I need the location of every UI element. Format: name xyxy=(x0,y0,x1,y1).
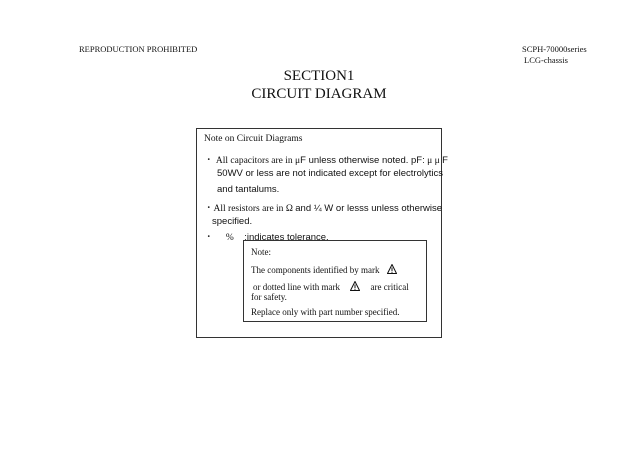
micro-symbol: μ xyxy=(295,156,301,166)
safety-note-line2 xyxy=(253,281,409,292)
header-model: SCPH-70000series xyxy=(522,44,587,54)
bullet: ・ xyxy=(204,233,214,243)
safety-note-line2-critical: are critical xyxy=(370,282,409,292)
note-capacitors-line2: 50WV or less are not indicated except for electrolytics xyxy=(217,168,443,179)
res-prefix: All resistors are in xyxy=(213,204,284,214)
note-capacitors xyxy=(204,152,448,166)
bullet: ・ xyxy=(204,204,214,214)
section-subtitle: CIRCUIT DIAGRAM xyxy=(251,86,387,102)
safety-note-line1 xyxy=(251,264,397,275)
ohm-symbol: Ω xyxy=(285,204,293,214)
bullet: ・ xyxy=(204,156,214,166)
note-resistors-line2: specified. xyxy=(212,216,253,227)
note-capacitors-line3: and tantalums. xyxy=(217,184,280,195)
safety-note-line1-text: The components identified by mark xyxy=(251,265,380,275)
cap-rest: F unless otherwise noted. pF: xyxy=(300,155,425,166)
pf-end: F xyxy=(442,155,448,166)
header-chassis: LCG-chassis xyxy=(524,55,568,65)
pf-symbol: μ μ xyxy=(427,156,440,166)
tolerance-text: :indicates tolerance. xyxy=(244,232,329,243)
safety-note-line4: Replace only with part number specified. xyxy=(251,307,400,317)
safety-note-line2-text: or dotted line with mark xyxy=(253,282,340,292)
percent-symbol: % xyxy=(225,233,234,243)
notes-heading: Note on Circuit Diagrams xyxy=(204,134,303,144)
header-left-notice: REPRODUCTION PROHIBITED xyxy=(79,44,198,54)
note-resistors xyxy=(204,200,442,214)
cap-prefix: All capacitors are in xyxy=(215,156,293,166)
res-rest: and ¼ W or lesss unless otherwise xyxy=(295,203,443,214)
safety-note-title: Note: xyxy=(251,247,271,257)
safety-note-line3: for safety. xyxy=(251,292,287,302)
warning-triangle-icon xyxy=(350,281,360,291)
warning-triangle-icon xyxy=(387,264,397,274)
section-title: SECTION1 xyxy=(283,68,355,84)
